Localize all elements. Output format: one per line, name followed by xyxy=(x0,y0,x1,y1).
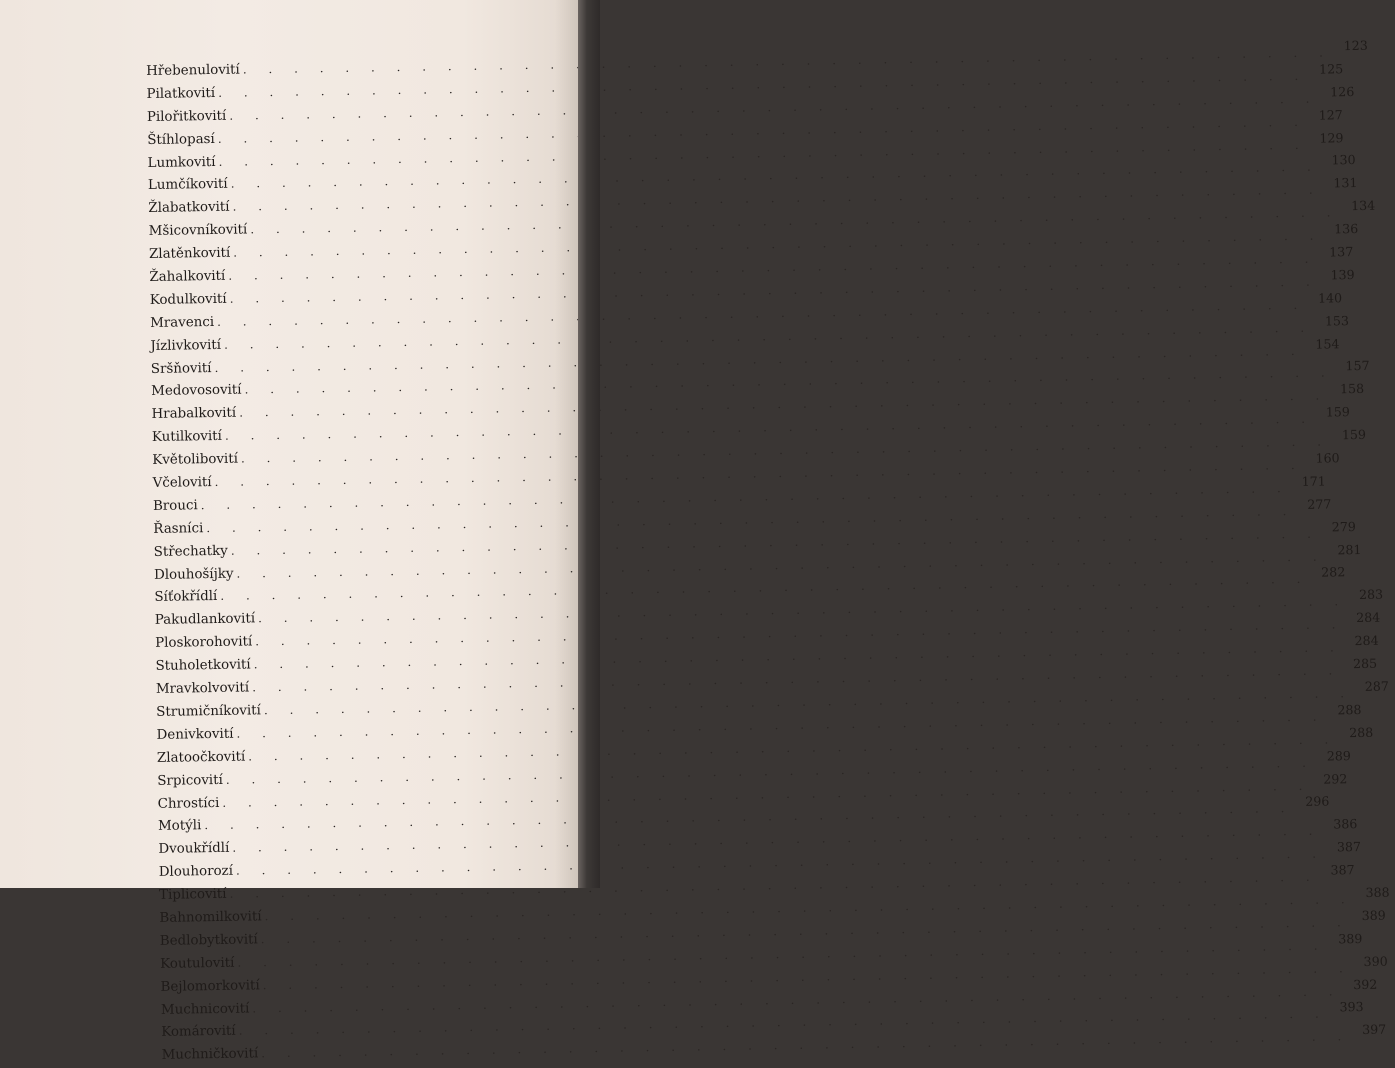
toc-entry-title: Pilořitkovití xyxy=(146,108,227,125)
toc-entry-page-number: 140 xyxy=(1317,290,1343,306)
toc-entry-page-number: 125 xyxy=(1318,61,1344,77)
toc-entry-title: Kutilkovití xyxy=(151,429,223,446)
toc-entry-title: Dvoukřídlí xyxy=(158,841,230,858)
toc-entry-title: Pakudlankovití xyxy=(154,611,256,629)
toc-entry-page-number: 157 xyxy=(1345,358,1370,374)
toc-entry-page-number: 127 xyxy=(1318,106,1343,123)
toc-entry-page-number: 386 xyxy=(1333,816,1358,832)
toc-entry-page-number: 159 xyxy=(1325,404,1350,420)
toc-entry-page-number: 288 xyxy=(1337,701,1362,718)
toc-entry-page-number: 159 xyxy=(1341,427,1367,443)
toc-entry-title: Komárovití xyxy=(161,1024,236,1041)
toc-entry-title: Lumčíkovití xyxy=(147,177,228,194)
toc-entry-title: Chrostíci xyxy=(157,795,220,812)
toc-entry-page-number: 387 xyxy=(1330,862,1355,878)
toc-entry-title: Hrabalkovití xyxy=(151,405,237,423)
toc-entry-title: Mravenci xyxy=(150,314,215,331)
toc-entry-page-number: 126 xyxy=(1330,83,1355,100)
toc-entry-title: Bahnomilkovití xyxy=(159,909,262,926)
toc-entry-title: Štíhlopasí xyxy=(147,131,215,148)
toc-entry-page-number: 129 xyxy=(1319,129,1344,146)
toc-entry-title: Dlouhorozí xyxy=(158,863,234,881)
toc-entry-title: Denivkovití xyxy=(156,726,234,743)
toc-entry-title: Mšicovníkovití xyxy=(148,222,248,240)
toc-entry-page-number: 285 xyxy=(1352,655,1378,672)
toc-entry-title: Zlatoočkovití xyxy=(156,749,246,766)
toc-entry-title: Kodulkovití xyxy=(149,291,227,308)
toc-entry-title: Bejlomorkovití xyxy=(160,977,260,995)
toc-entry-title: Muchnicovití xyxy=(160,1001,250,1018)
toc-entry-page-number: 287 xyxy=(1364,678,1389,694)
toc-entry-page-number: 154 xyxy=(1315,335,1340,352)
toc-entry-title: Dlouhošíjky xyxy=(153,566,234,583)
toc-entry-page-number: 284 xyxy=(1354,632,1379,649)
toc-entry-title: Strumičníkovití xyxy=(156,703,262,720)
toc-entry-page-number: 389 xyxy=(1361,907,1386,923)
toc-entry-title: Žahalkovití xyxy=(149,268,226,285)
toc-entry-title: Muchničkovití xyxy=(161,1046,259,1064)
toc-entry-page-number: 397 xyxy=(1362,1021,1387,1038)
toc-entry-page-number: 139 xyxy=(1330,266,1355,283)
toc-entry-title: Stuholetkovití xyxy=(155,657,251,675)
toc-entry-page-number: 392 xyxy=(1353,976,1378,992)
toc-entry-title: Síťokřídlí xyxy=(154,589,218,606)
toc-entry-page-number: 130 xyxy=(1331,152,1356,168)
toc-entry-page-number: 393 xyxy=(1339,999,1364,1015)
toc-entry-title: Jízlivkovití xyxy=(150,337,222,354)
toc-entry-title: Lumkovití xyxy=(147,154,216,171)
toc-entry-title: Sršňovití xyxy=(150,360,212,377)
toc-entry-page-number: 390 xyxy=(1363,953,1388,969)
toc-entry-title: Koutulovití xyxy=(160,955,235,972)
toc-entry-page-number: 158 xyxy=(1339,381,1365,397)
toc-entry-title: Včelovití xyxy=(152,475,212,491)
toc-entry-page-number: 277 xyxy=(1307,496,1332,512)
toc-entry-page-number: 296 xyxy=(1305,793,1330,810)
toc-entry-title: Brouci xyxy=(152,498,198,514)
toc-entry-page-number: 136 xyxy=(1334,221,1359,237)
toc-entry-title: Střechatky xyxy=(153,543,228,560)
toc-entry-title: Pilatkovití xyxy=(146,85,216,102)
toc-entry-page-number: 281 xyxy=(1337,541,1362,557)
toc-entry-title: Hřebenulovití xyxy=(146,62,240,79)
toc-entry-page-number: 283 xyxy=(1358,587,1384,603)
toc-entry-page-number: 279 xyxy=(1331,518,1356,535)
toc-entry-page-number: 284 xyxy=(1356,609,1381,626)
toc-entry-page-number: 123 xyxy=(1343,37,1368,54)
toc-entry-title: Tiplicovití xyxy=(159,886,227,903)
toc-entry-page-number: 288 xyxy=(1349,724,1374,740)
toc-entry-title: Zlatěnkovití xyxy=(148,245,231,263)
toc-entry-page-number: 292 xyxy=(1323,770,1348,787)
toc-entry-page-number: 387 xyxy=(1336,839,1362,855)
toc-entry-page-number: 282 xyxy=(1321,564,1346,581)
toc-entry-title: Motýli xyxy=(157,818,202,835)
table-of-contents xyxy=(146,37,1390,1067)
toc-entry-page-number: 289 xyxy=(1326,747,1351,764)
toc-entry-page-number: 134 xyxy=(1351,197,1376,214)
toc-entry-page-number: 153 xyxy=(1324,312,1350,329)
toc-entry-page-number: 388 xyxy=(1365,884,1390,900)
toc-entry-title: Bedlobytkovití xyxy=(159,932,258,949)
toc-entry-title: Medovosovití xyxy=(151,383,242,400)
book-binding-edge xyxy=(578,0,600,888)
toc-entry-page-number: 137 xyxy=(1329,244,1354,260)
toc-entry-page-number: 160 xyxy=(1315,450,1340,466)
toc-entry-title: Žlabatkovití xyxy=(148,200,230,217)
toc-entry-title: Mravkolvovití xyxy=(155,680,250,697)
toc-entry-page-number: 171 xyxy=(1301,473,1326,489)
toc-entry-title: Květolibovití xyxy=(152,451,239,469)
toc-entry-page-number: 131 xyxy=(1333,175,1358,191)
toc-entry-title: Řasníci xyxy=(153,520,204,537)
toc-entry-title: Ploskorohovití xyxy=(155,634,253,652)
toc-entry-page-number: 389 xyxy=(1338,930,1363,947)
toc-entry-title: Srpicovití xyxy=(157,772,223,789)
